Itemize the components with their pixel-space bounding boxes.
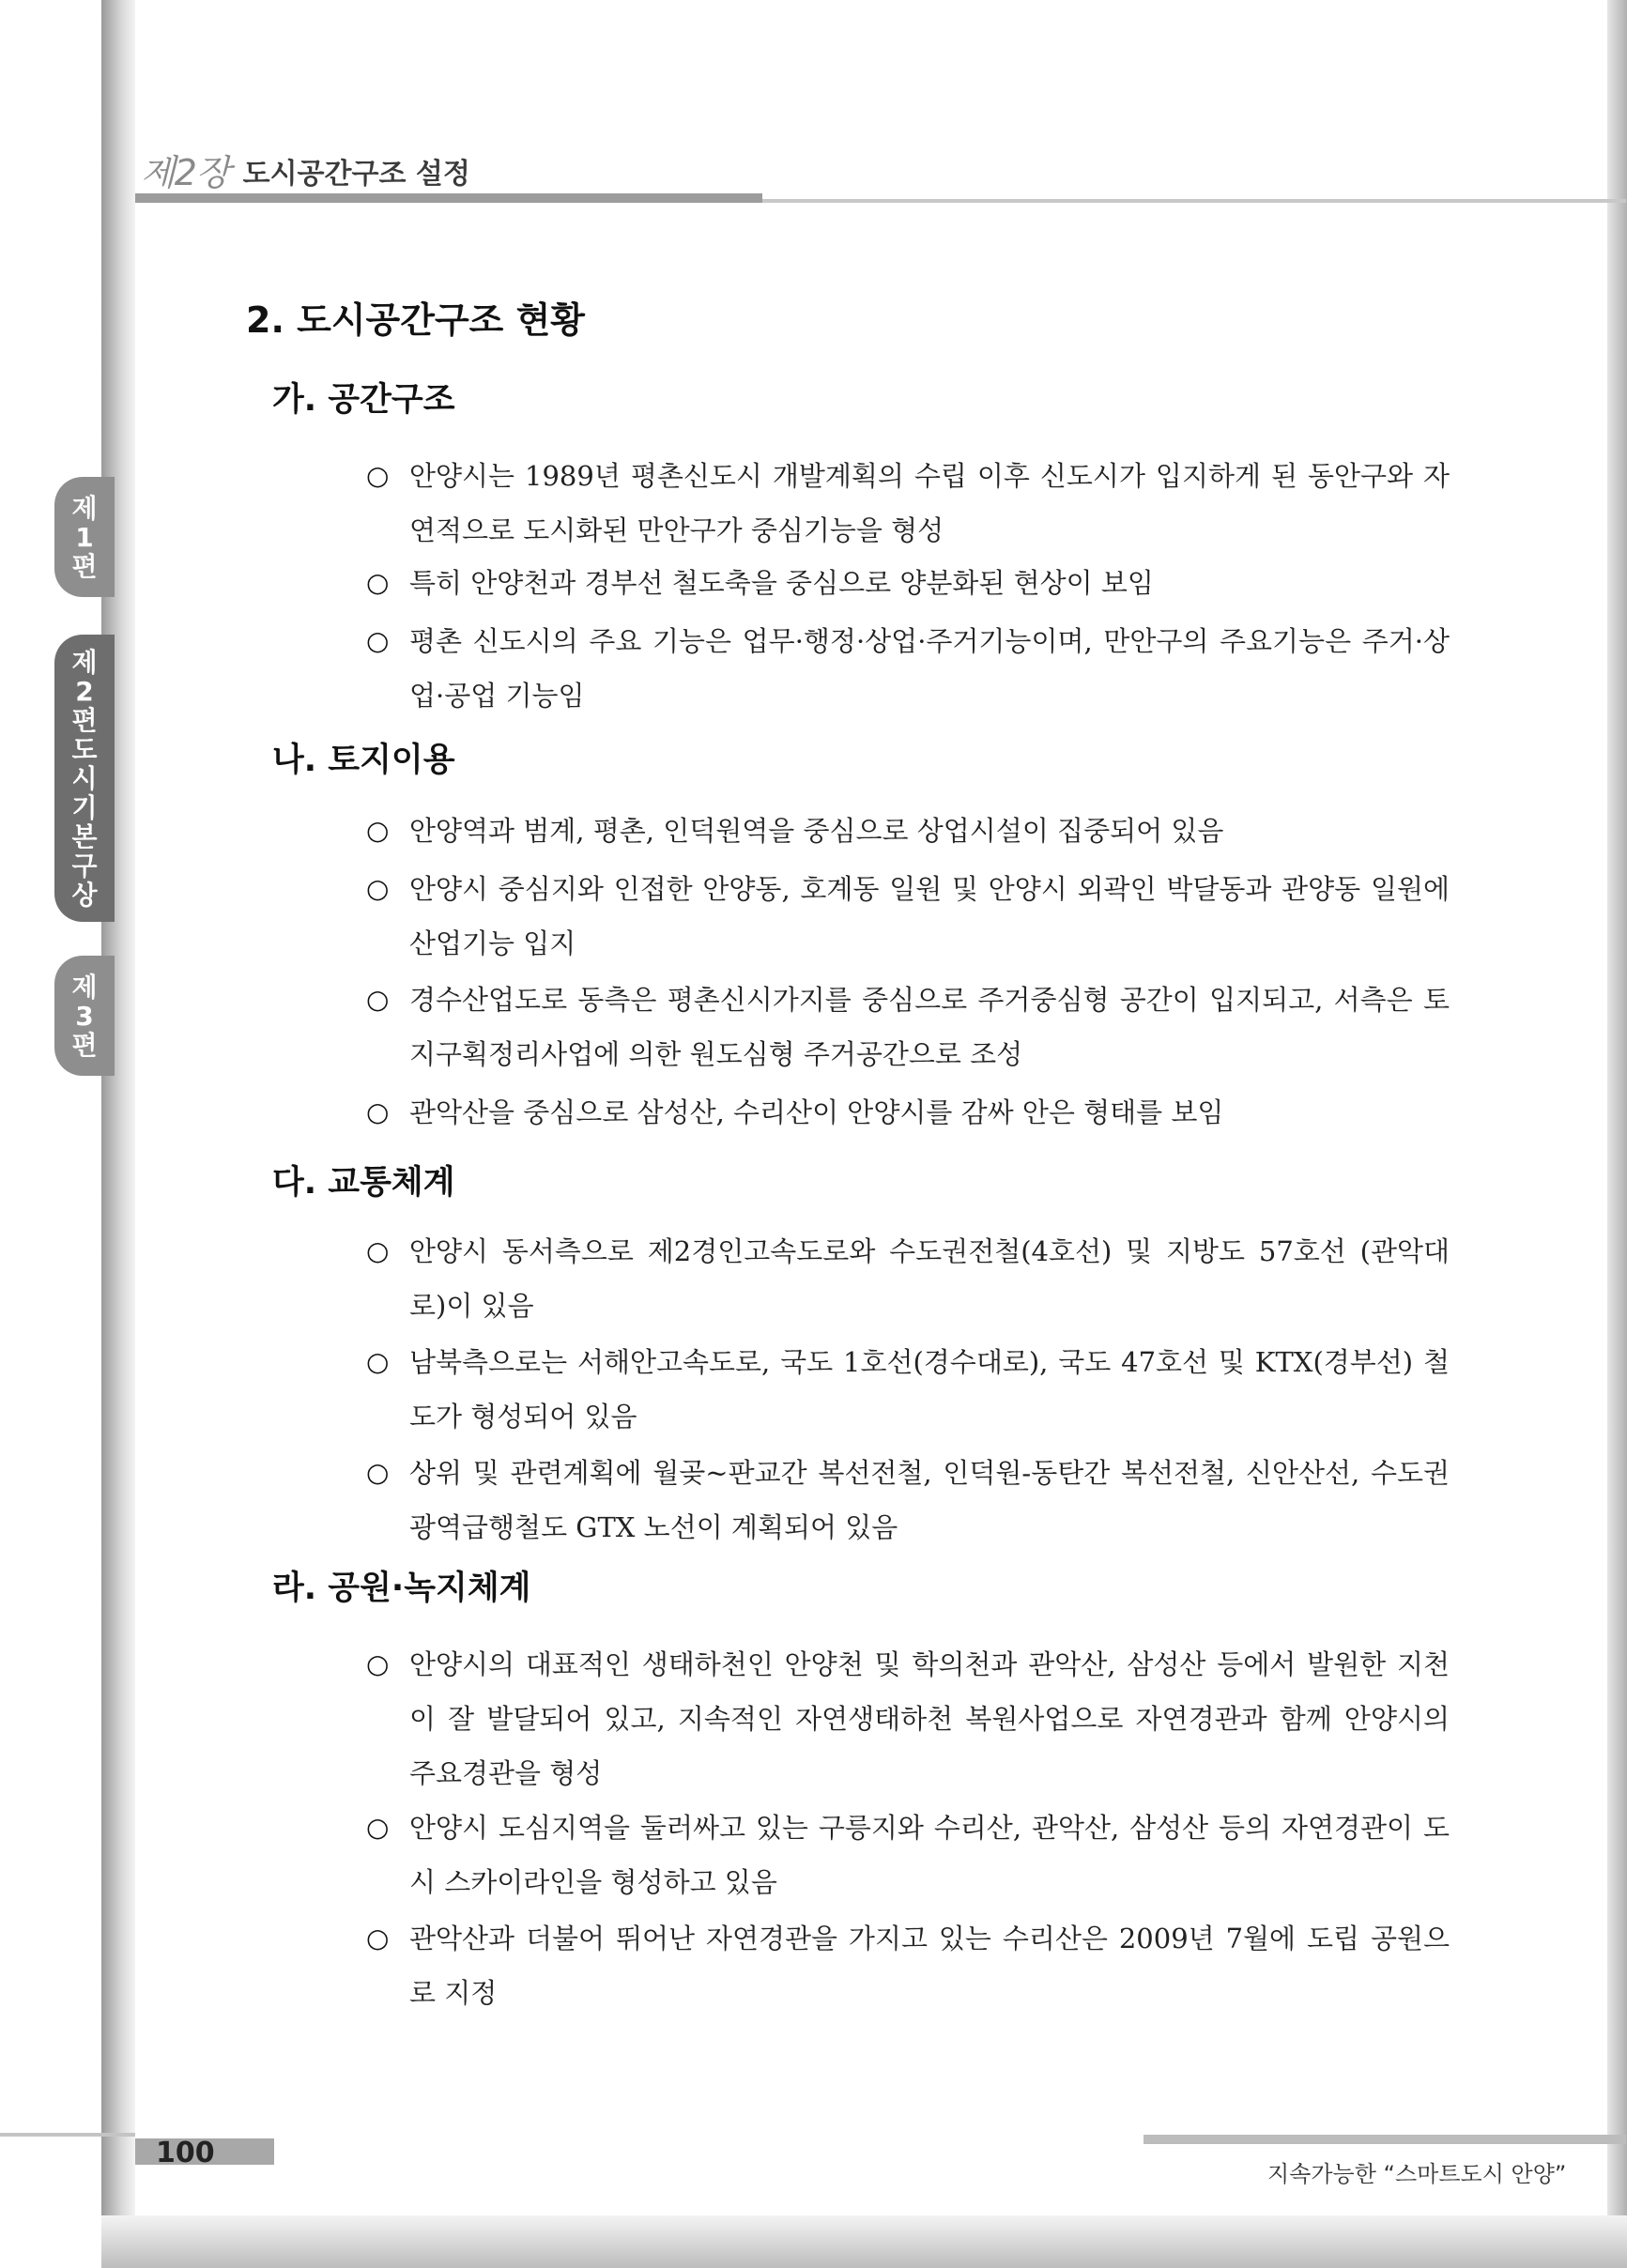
tab-char: 편 — [71, 550, 98, 582]
header-rule-dark — [135, 193, 762, 203]
tab-char: 기 — [71, 791, 98, 823]
bullet-item — [366, 973, 1450, 1081]
bullet-text: 안양시는 1989년 평촌신도시 개발계획의 수립 이후 신도시가 입지하게 된 동안구와 자연적으로 도시화된 만안구가 중심기능을 형성 — [409, 460, 1450, 546]
bullet-text: 상위 및 관련계획에 월곶~판교간 복선전철, 인덕원-동탄간 복선전철, 신안산선, 수도권 광역급행철도 GTX 노선이 계획되어 있음 — [409, 1457, 1450, 1543]
bullet-text: 관악산과 더불어 뛰어난 자연경관을 가지고 있는 수리산은 2009년 7월에 도립 공원으로 지정 — [409, 1923, 1450, 2009]
circle-bullet-icon: ○ — [366, 1235, 390, 1266]
tab-char: 본 — [71, 820, 98, 852]
chapter-header — [141, 148, 470, 195]
footer-slogan: 지속가능한 “스마트도시 안양” — [1267, 2161, 1567, 2187]
bullet-item — [366, 556, 1450, 610]
page-number: 100 — [156, 2137, 215, 2169]
bullet-item — [366, 1335, 1450, 1444]
circle-bullet-icon: ○ — [366, 625, 390, 656]
bullet-text: 특히 안양천과 경부선 철도축을 중심으로 양분화된 현상이 보임 — [409, 567, 1154, 599]
tab-char: 제 — [71, 492, 98, 524]
tab-char: 3 — [75, 1000, 94, 1032]
circle-bullet-icon: ○ — [366, 1648, 390, 1679]
page-edge-right — [1607, 0, 1627, 2268]
bullet-item — [366, 1085, 1450, 1140]
subsection-title: 다. 교통체계 — [272, 1164, 455, 1202]
bullet-item — [366, 1637, 1450, 1801]
tab-char: 1 — [75, 521, 94, 553]
bullet-text: 안양시 동서측으로 제2경인고속도로와 수도권전철(4호선) 및 지방도 57호선 (관악대로)이 있음 — [409, 1235, 1450, 1322]
bullet-item — [366, 1911, 1450, 2020]
tab-char: 2 — [75, 675, 94, 707]
bullet-text: 안양시 도심지역을 둘러싸고 있는 구릉지와 수리산, 관악산, 삼성산 등의 자연경관이 도시 스카이라인을 형성하고 있음 — [409, 1812, 1450, 1898]
section-title: 2. 도시공간구조 현황 — [246, 299, 585, 341]
bullet-text: 관악산을 중심으로 삼성산, 수리산이 안양시를 감싸 안은 형태를 보임 — [409, 1096, 1224, 1128]
chapter-title: 도시공간구조 설정 — [242, 158, 470, 191]
tab-char: 도 — [71, 733, 98, 765]
circle-bullet-icon: ○ — [366, 984, 390, 1015]
side-tab-part-2[interactable] — [54, 635, 115, 922]
tab-char: 제 — [71, 971, 98, 1003]
subsection-title: 나. 토지이용 — [272, 742, 455, 779]
header-rule-light — [762, 199, 1626, 203]
bullet-text: 안양시 중심지와 인접한 안양동, 호계동 일원 및 안양시 외곽인 박달동과 관양동 일원에 산업기능 입지 — [409, 873, 1450, 959]
bullet-item — [366, 1224, 1450, 1333]
bullet-text: 안양시의 대표적인 생태하천인 안양천 및 학의천과 관악산, 삼성산 등에서 발원한 지천이 잘 발달되어 있고, 지속적인 자연생태하천 복원사업으로 자연경관과 함께 안양시의 주요경관을 형성 — [409, 1648, 1450, 1789]
bullet-item — [366, 449, 1450, 558]
footer-rule-right — [1144, 2135, 1626, 2144]
tab-char: 구 — [71, 850, 98, 881]
bullet-text: 경수산업도로 동측은 평촌신시가지를 중심으로 주거중심형 공간이 입지되고, 서측은 토지구획정리사업에 의한 원도심형 주거공간으로 조성 — [409, 984, 1450, 1070]
subsection-title: 가. 공간구조 — [272, 381, 455, 419]
side-tab-part-1[interactable] — [54, 477, 115, 597]
bullet-item — [366, 1446, 1450, 1555]
circle-bullet-icon: ○ — [366, 1457, 390, 1488]
side-tab-part-3[interactable] — [54, 956, 115, 1076]
circle-bullet-icon: ○ — [366, 567, 390, 598]
page-shadow-bottom — [101, 2215, 1627, 2268]
tab-char: 제 — [71, 646, 98, 678]
bullet-item — [366, 862, 1450, 971]
tab-char: 편 — [71, 704, 98, 736]
chapter-number: 제2장 — [141, 152, 230, 193]
bullet-item — [366, 804, 1450, 858]
circle-bullet-icon: ○ — [366, 460, 390, 491]
bullet-item — [366, 1801, 1450, 1909]
tab-char: 편 — [71, 1029, 98, 1061]
page-shadow-left — [101, 0, 135, 2268]
tab-char: 상 — [71, 879, 98, 911]
circle-bullet-icon: ○ — [366, 1096, 390, 1127]
bullet-text: 안양역과 범계, 평촌, 인덕원역을 중심으로 상업시설이 집중되어 있음 — [409, 815, 1224, 847]
tab-char: 시 — [71, 762, 98, 794]
circle-bullet-icon: ○ — [366, 1812, 390, 1843]
bullet-item — [366, 614, 1450, 723]
circle-bullet-icon: ○ — [366, 1923, 390, 1954]
circle-bullet-icon: ○ — [366, 873, 390, 904]
bullet-text: 남북측으로는 서해안고속도로, 국도 1호선(경수대로), 국도 47호선 및 KTX(경부선) 철도가 형성되어 있음 — [409, 1346, 1450, 1433]
circle-bullet-icon: ○ — [366, 815, 390, 846]
bullet-text: 평촌 신도시의 주요 기능은 업무·행정·상업·주거기능이며, 만안구의 주요기능은 주거·상업·공업 기능임 — [409, 625, 1450, 712]
circle-bullet-icon: ○ — [366, 1346, 390, 1377]
subsection-title: 라. 공원·녹지체계 — [272, 1570, 531, 1607]
footer-rule-left — [0, 2133, 135, 2137]
